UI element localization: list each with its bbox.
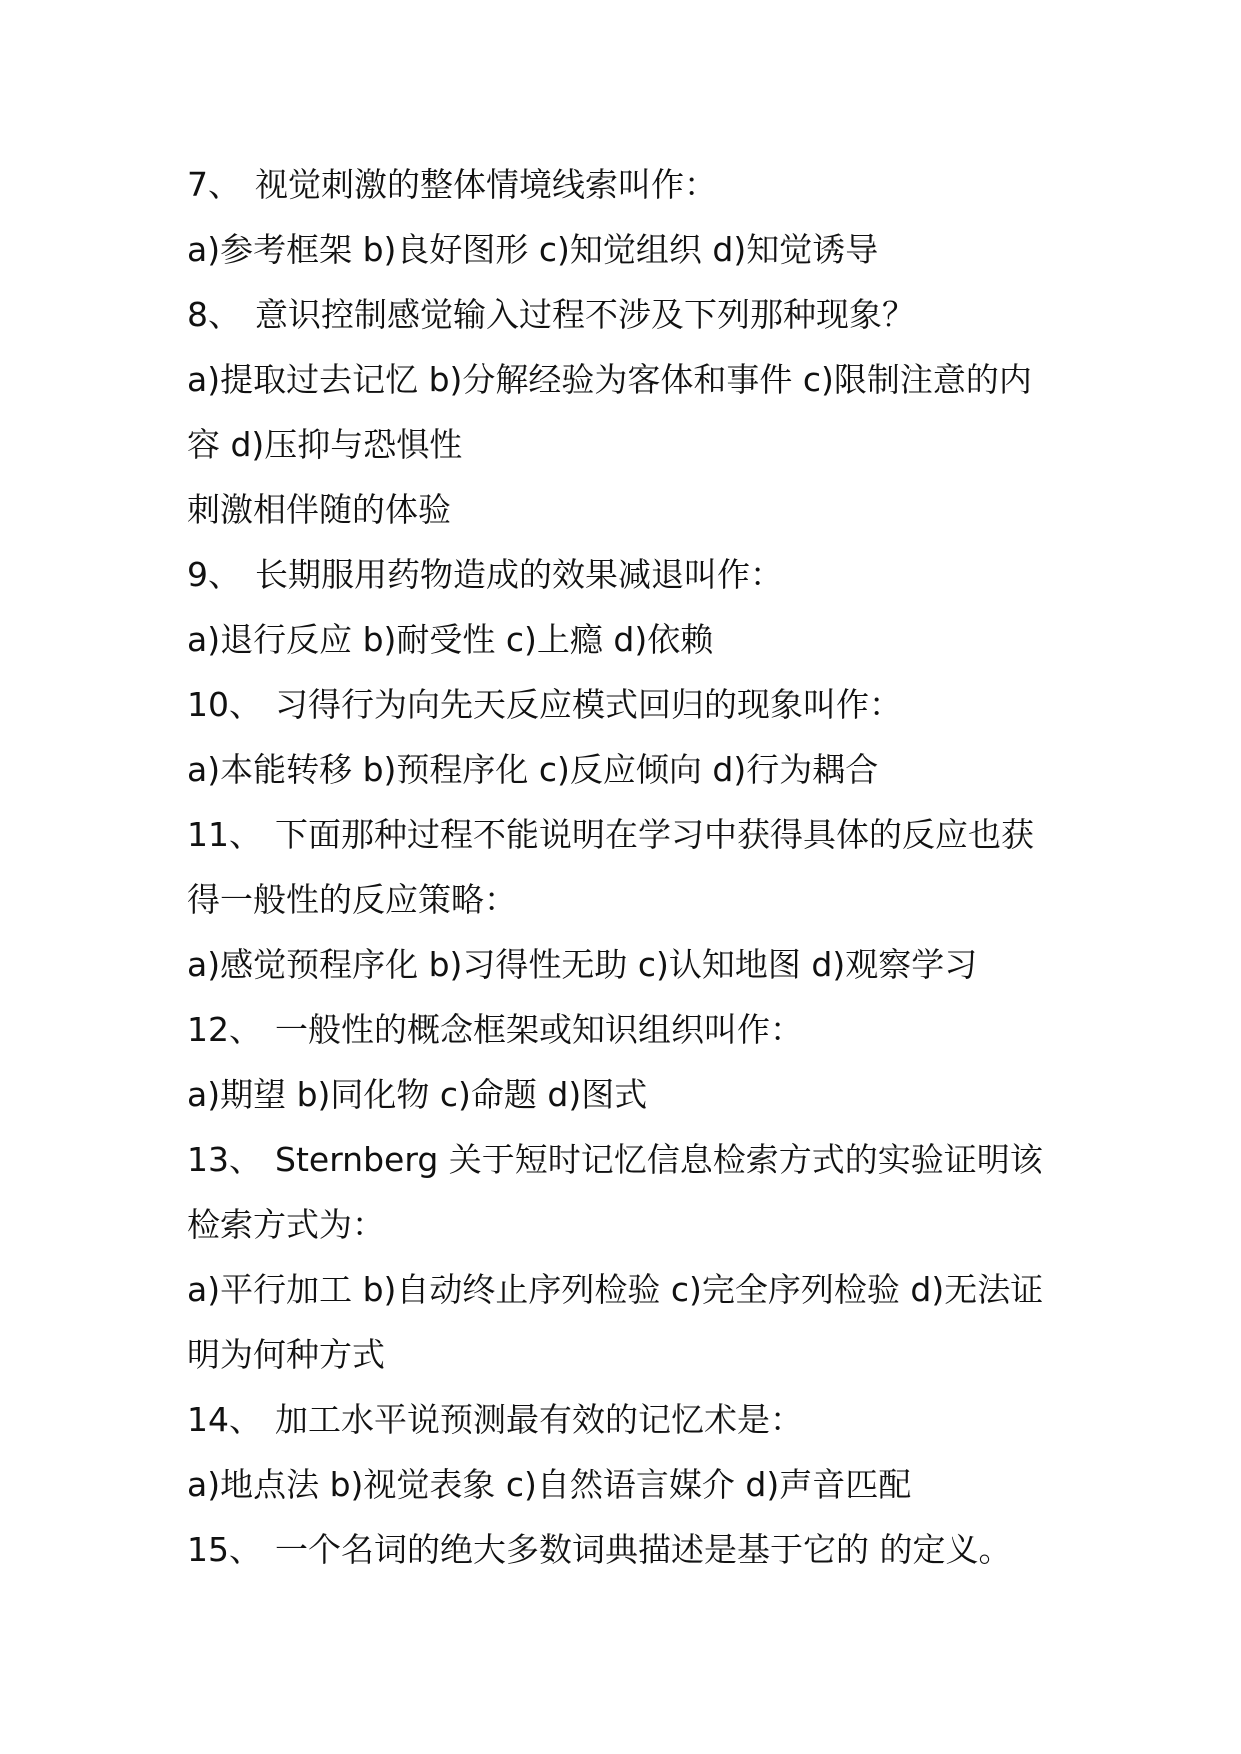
question-14-options: a)地点法 b)视觉表象 c)自然语言媒介 d)声音匹配 bbox=[187, 1465, 912, 1504]
question-7-options: a)参考框架 b)良好图形 c)知觉组织 d)知觉诱导 bbox=[187, 230, 879, 269]
question-text: 一般性的概念框架或知识组织叫作： bbox=[275, 1010, 803, 1049]
question-number: 14、 bbox=[187, 1400, 262, 1439]
question-10-options: a)本能转移 b)预程序化 c)反应倾向 d)行为耦合 bbox=[187, 750, 879, 789]
question-text: 长期服用药物造成的效果减退叫作： bbox=[255, 555, 783, 594]
question-13-stem bbox=[187, 1135, 1067, 1200]
question-text: 习得行为向先天反应模式回归的现象叫作： bbox=[275, 685, 902, 724]
question-number: 7、 bbox=[187, 165, 241, 204]
question-9-options: a)退行反应 b)耐受性 c)上瘾 d)依赖 bbox=[187, 620, 714, 659]
question-8-options-line-2: 容 d)压抑与恐惧性 bbox=[187, 425, 463, 464]
question-13-stem-continued: 检索方式为： bbox=[187, 1205, 385, 1244]
question-14-stem bbox=[187, 1395, 1067, 1460]
question-number: 12、 bbox=[187, 1010, 262, 1049]
question-number: 15、 bbox=[187, 1530, 262, 1569]
question-13-options-line-1: a)平行加工 b)自动终止序列检验 c)完全序列检验 d)无法证 bbox=[187, 1270, 1044, 1309]
question-11-stem-continued: 得一般性的反应策略： bbox=[187, 880, 517, 919]
question-text: 加工水平说预测最有效的记忆术是： bbox=[275, 1400, 803, 1439]
question-13-options-line-2: 明为何种方式 bbox=[187, 1335, 385, 1374]
question-text: 一个名词的绝大多数词典描述是基于它的 的定义。 bbox=[275, 1530, 1012, 1569]
question-7-stem bbox=[187, 160, 1067, 225]
document-page bbox=[187, 160, 1067, 1590]
question-text: 意识控制感觉输入过程不涉及下列那种现象？ bbox=[255, 295, 915, 334]
question-number: 11、 bbox=[187, 815, 262, 854]
question-text: Sternberg 关于短时记忆信息检索方式的实验证明该 bbox=[275, 1140, 1043, 1179]
question-number: 9、 bbox=[187, 555, 241, 594]
question-8-options-line-1: a)提取过去记忆 b)分解经验为客体和事件 c)限制注意的内 bbox=[187, 360, 1032, 399]
question-text: 下面那种过程不能说明在学习中获得具体的反应也获 bbox=[275, 815, 1034, 854]
question-8-options-line-3: 刺激相伴随的体验 bbox=[187, 490, 451, 529]
question-12-stem bbox=[187, 1005, 1067, 1070]
question-10-stem bbox=[187, 680, 1067, 745]
question-number: 13、 bbox=[187, 1140, 262, 1179]
question-11-stem bbox=[187, 810, 1067, 875]
question-text: 视觉刺激的整体情境线索叫作： bbox=[255, 165, 717, 204]
question-8-stem bbox=[187, 290, 1067, 355]
question-number: 10、 bbox=[187, 685, 262, 724]
question-9-stem bbox=[187, 550, 1067, 615]
question-number: 8、 bbox=[187, 295, 241, 334]
question-12-options: a)期望 b)同化物 c)命题 d)图式 bbox=[187, 1075, 648, 1114]
question-15-stem bbox=[187, 1525, 1067, 1590]
question-11-options: a)感觉预程序化 b)习得性无助 c)认知地图 d)观察学习 bbox=[187, 945, 978, 984]
